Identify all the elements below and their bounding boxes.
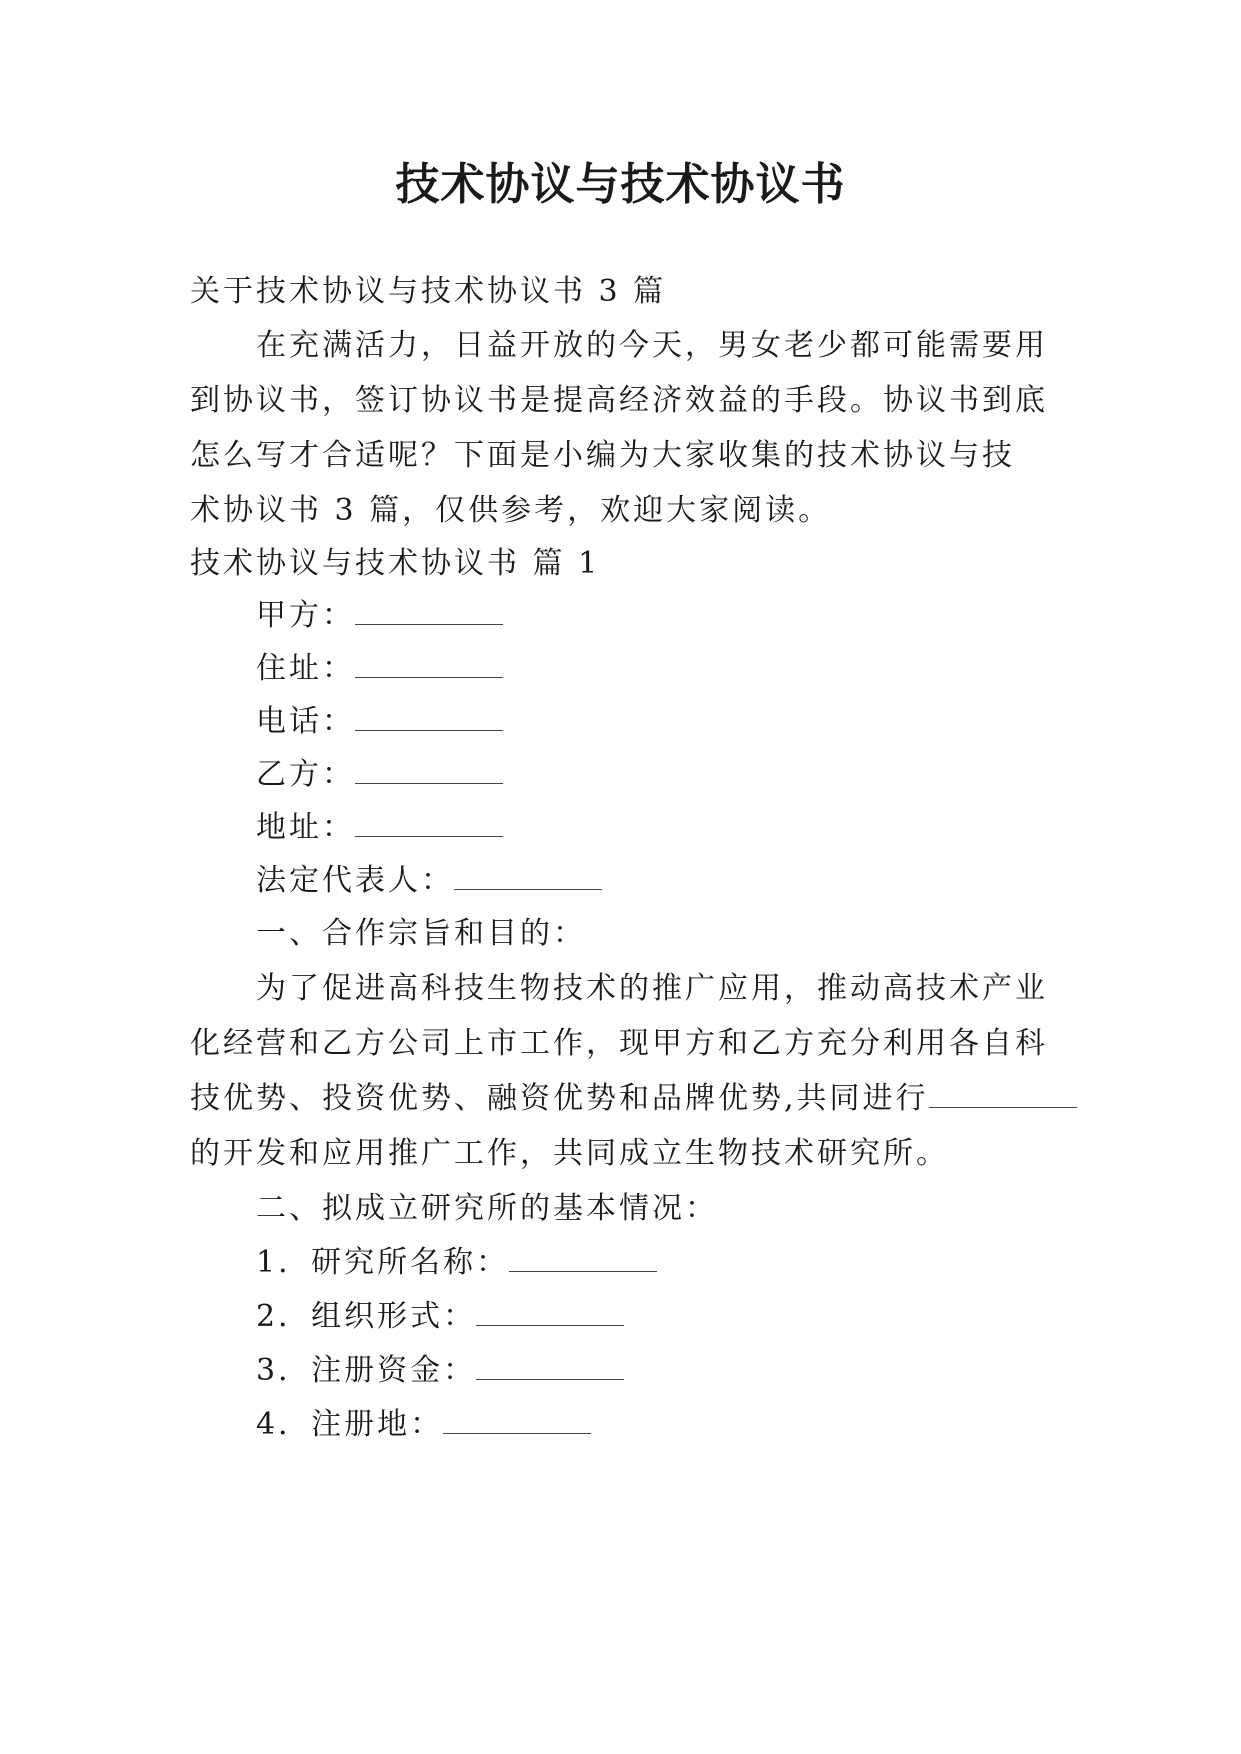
clause1-heading: 一、合作宗旨和目的： — [256, 916, 586, 951]
party-label: 甲方： — [256, 598, 355, 633]
party-field-3 — [256, 696, 1116, 740]
clause1-line-4: 的开发和应用推广工作，共同成立生物技术研究所。 — [190, 1136, 949, 1171]
clause1-line-2: 化经营和乙方公司上市工作，现甲方和乙方充分利用各自科 — [190, 1026, 1048, 1061]
section-heading: 技术协议与技术协议书 篇 1 — [190, 546, 601, 581]
blank-line[interactable] — [355, 810, 503, 837]
intro-line-1: 在充满活力，日益开放的今天，男女老少都可能需要用 — [256, 328, 1048, 363]
intro-line-2: 到协议书，签订协议书是提高经济效益的手段。协议书到底 — [190, 383, 1048, 418]
party-field-6 — [256, 855, 1116, 899]
blank-line[interactable] — [355, 598, 503, 625]
clause2-heading: 二、拟成立研究所的基本情况： — [256, 1191, 718, 1226]
blank-line[interactable] — [443, 1407, 591, 1434]
document-title: 技术协议与技术协议书 — [395, 159, 846, 210]
party-label: 住址： — [256, 651, 355, 686]
blank-line[interactable] — [454, 863, 602, 890]
party-field-5 — [256, 802, 1116, 846]
party-field-4 — [256, 749, 1116, 793]
blank-line[interactable] — [355, 704, 503, 731]
blank-line[interactable] — [929, 1081, 1077, 1108]
intro-line-3: 怎么写才合适呢？下面是小编为大家收集的技术协议与技 — [190, 438, 1015, 473]
blank-line[interactable] — [476, 1299, 624, 1326]
clause1-line-3 — [190, 1073, 1050, 1117]
item-label: 4．注册地： — [256, 1407, 444, 1442]
clause2-item-1 — [256, 1237, 1116, 1281]
clause2-item-3 — [256, 1345, 1116, 1389]
item-label: 1．研究所名称： — [256, 1245, 510, 1280]
clause2-item-2 — [256, 1291, 1116, 1335]
intro-line-4: 术协议书 3 篇，仅供参考，欢迎大家阅读。 — [190, 493, 832, 528]
party-field-2 — [256, 643, 1116, 687]
item-label: 3．注册资金： — [256, 1353, 477, 1388]
party-field-1 — [256, 590, 1116, 634]
party-label: 法定代表人： — [256, 863, 454, 898]
party-label: 电话： — [256, 704, 355, 739]
clause1-line-3-text: 技优势、投资优势、融资优势和品牌优势,共同进行 — [190, 1081, 929, 1116]
party-label: 乙方： — [256, 757, 355, 792]
blank-line[interactable] — [476, 1353, 624, 1380]
clause2-item-4 — [256, 1399, 1116, 1443]
blank-line[interactable] — [509, 1245, 657, 1272]
clause1-line-1: 为了促进高科技生物技术的推广应用，推动高技术产业 — [256, 971, 1048, 1006]
party-label: 地址： — [256, 810, 355, 845]
blank-line[interactable] — [355, 651, 503, 678]
item-label: 2．组织形式： — [256, 1299, 477, 1334]
blank-line[interactable] — [355, 757, 503, 784]
subtitle: 关于技术协议与技术协议书 3 篇 — [190, 274, 667, 309]
